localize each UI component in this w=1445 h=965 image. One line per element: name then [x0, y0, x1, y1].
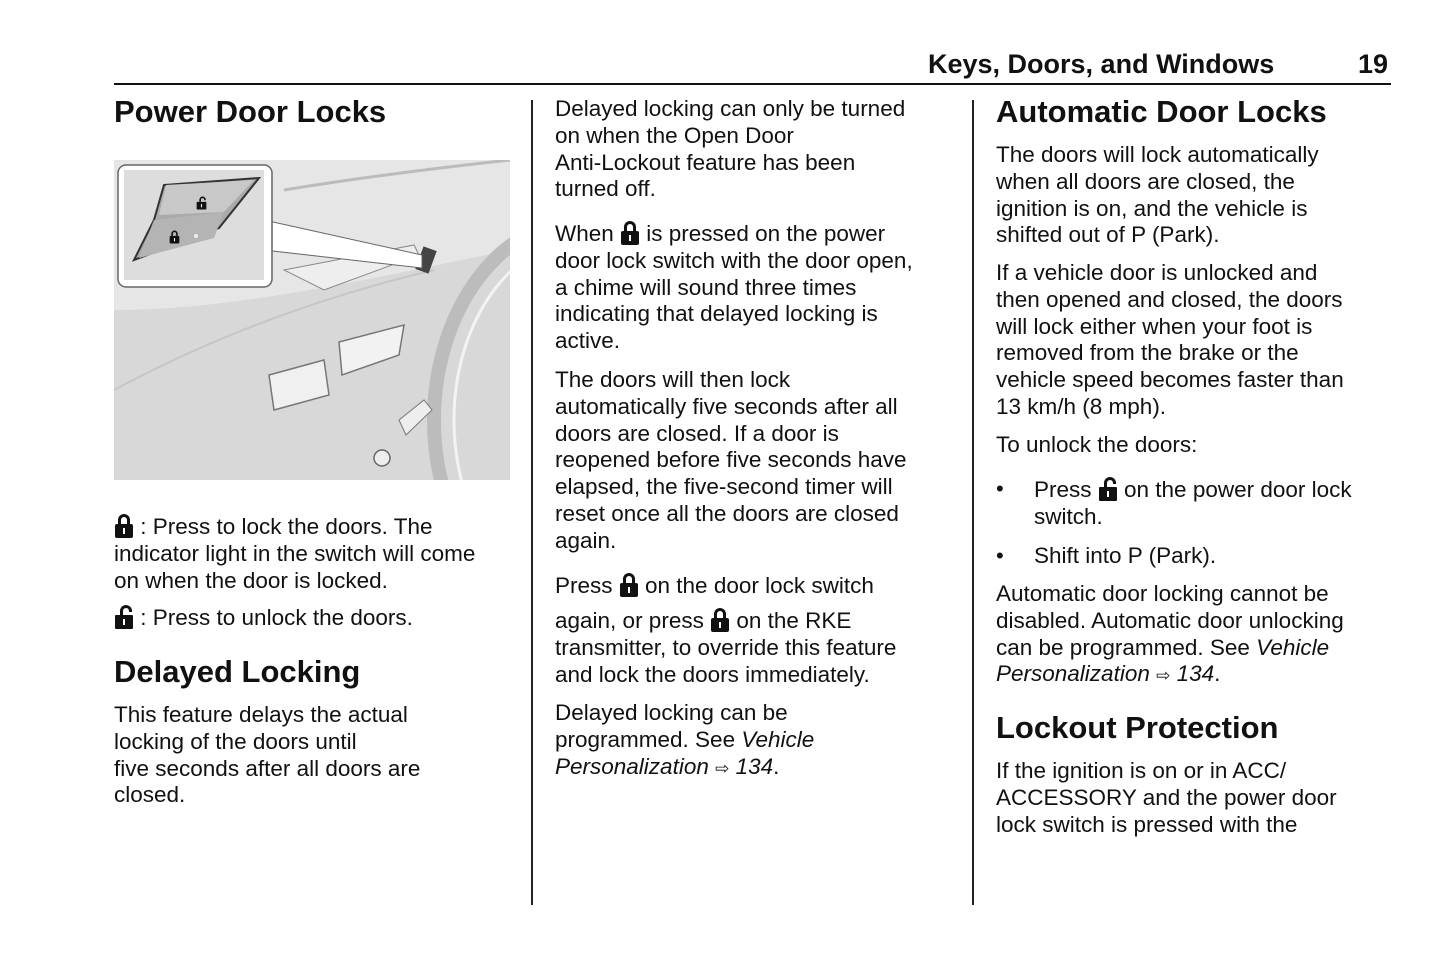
cross-reference-link[interactable]: Personalization [555, 753, 709, 779]
text: is pressed on the power door lock switch with the door open, a chime will sound three times indicating that delayed locking is active. [555, 221, 913, 354]
bullet-icon: • [996, 476, 1004, 501]
paragraph: If the ignition is on or in ACC/ ACCESSORY and the power door lock switch is pressed with the [996, 758, 1337, 837]
arrow-icon: ⇨ [1156, 666, 1171, 686]
cross-reference-link[interactable]: Vehicle [741, 726, 815, 752]
paragraph [555, 607, 955, 688]
list-item: Shift into P (Park). [1034, 543, 1217, 568]
cross-reference-link[interactable]: Vehicle [1256, 634, 1330, 660]
column-divider [531, 100, 533, 905]
lock-closed-icon [710, 607, 730, 633]
lock-closed-icon [619, 572, 639, 598]
text: Press [1034, 477, 1098, 502]
lock-closed-icon [114, 513, 134, 539]
cross-reference-link[interactable]: Personalization [996, 661, 1150, 687]
heading-power-door-locks: Power Door Locks [114, 94, 387, 129]
door-lock-switch-illustration [114, 160, 510, 480]
unlock-button-description [114, 604, 514, 632]
section-title: Keys, Doors, and Windows [928, 49, 1275, 79]
text: . [773, 753, 780, 779]
text: Delayed locking can be programmed. See [555, 700, 788, 752]
text: again, or press [555, 608, 711, 633]
paragraph [996, 581, 1396, 690]
page-number: 19 [1358, 49, 1389, 79]
paragraph: Delayed locking can only be turned on when the Open Door Anti-Lockout feature has been turned off. [555, 96, 906, 202]
lock-description-text: : Press to lock the doors. The indicator light in the switch will come on when the door is locked. [114, 514, 476, 593]
header-rule [114, 83, 1391, 85]
text: on the power door lock switch. [1034, 477, 1352, 529]
lock-button-description [114, 513, 514, 594]
arrow-icon: ⇨ [715, 758, 730, 778]
text: Automatic door locking cannot be disabled. Automatic door unlocking can be programmed. See [996, 581, 1344, 660]
paragraph: To unlock the doors: [996, 432, 1198, 457]
column-divider [972, 100, 974, 905]
heading-lockout-protection: Lockout Protection [996, 710, 1279, 745]
paragraph [555, 220, 955, 355]
paragraph: If a vehicle door is unlocked and then opened and closed, the doors will lock either when your foot is removed from the brake or the vehicle speed becomes faster than 13 km/h (8 mph). [996, 260, 1344, 419]
text: on the door lock switch [638, 573, 874, 598]
paragraph [555, 700, 955, 782]
lock-open-icon [1098, 476, 1118, 502]
paragraph: The doors will lock automatically when all doors are closed, the ignition is on, and the vehicle is shifted out of P (Park). [996, 142, 1319, 248]
bullet-icon: • [996, 543, 1004, 568]
heading-delayed-locking: Delayed Locking [114, 654, 361, 689]
paragraph: The doors will then lock automatically five seconds after all doors are closed. If a door is reopened before five seconds have elapsed, the five-second timer will reset once all the doors are closed again. [555, 367, 907, 553]
paragraph [555, 572, 955, 600]
delayed-locking-paragraph: This feature delays the actual locking of the doors until five seconds after all doors are closed. [114, 702, 421, 808]
page-reference[interactable]: 134 [735, 753, 774, 779]
text: on the RKE transmitter, to override this feature and lock the doors immediately. [555, 608, 897, 687]
unlock-description-text: : Press to unlock the doors. [140, 605, 413, 630]
text: . [1214, 661, 1221, 687]
list-item [1034, 476, 1394, 531]
lock-closed-icon [620, 220, 640, 246]
heading-automatic-door-locks: Automatic Door Locks [996, 94, 1327, 129]
page-reference[interactable]: 134 [1176, 661, 1215, 687]
text: Press [555, 573, 619, 598]
text: When [555, 221, 621, 246]
lock-open-icon [114, 604, 134, 630]
